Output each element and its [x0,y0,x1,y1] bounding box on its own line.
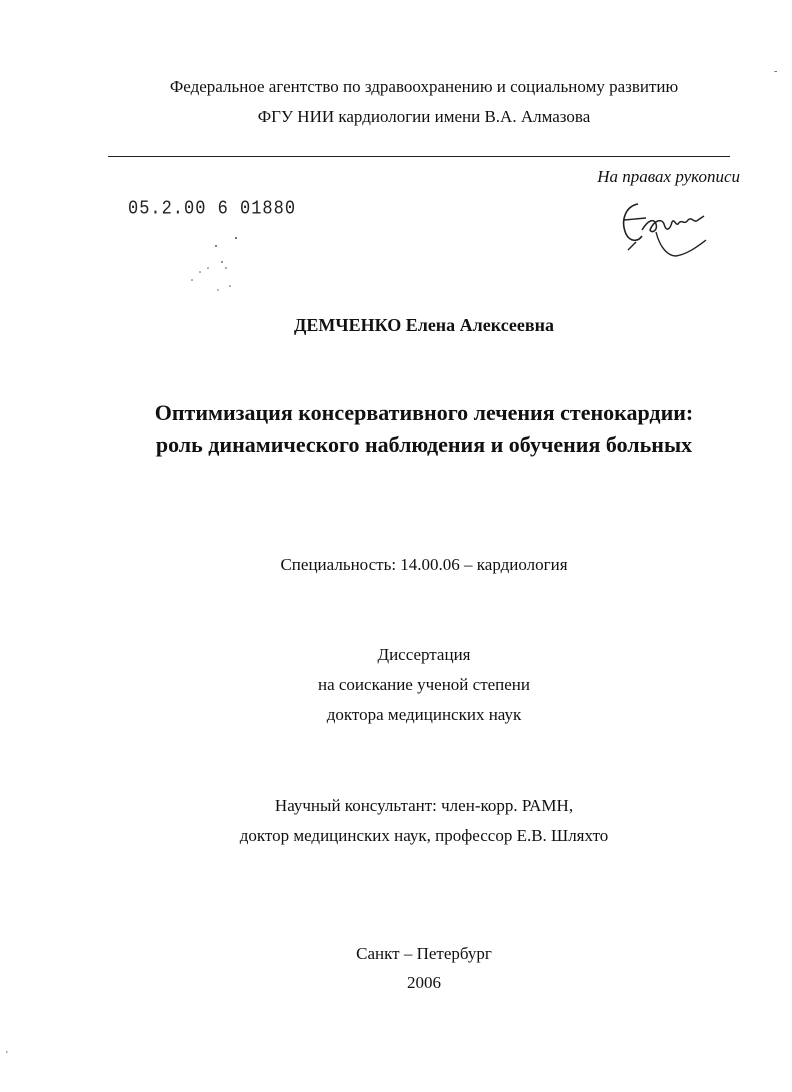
scan-specks [180,228,260,298]
year: 2006 [407,973,441,992]
scan-mark: ' [6,1050,8,1061]
degree-line3: доктора медицинских наук [326,705,522,724]
specialty: Специальность: 14.00.06 – кардиология [280,555,568,574]
signature-image [612,190,722,270]
scan-mark: - [774,66,778,77]
degree-line1: Диссертация [377,645,471,664]
dissertation-title-line1: Оптимизация консервативного лечения стенокардии: [154,400,694,425]
degree-line2: на соискание ученой степени [317,675,531,694]
author-name: ДЕМЧЕНКО Елена Алексеевна [294,315,554,335]
manuscript-note: На правах рукописи [597,167,740,186]
consultant-line1: Научный консультант: член-корр. РАМН, [274,796,574,815]
dissertation-title-line2: роль динамического наблюдения и обучения больных [155,432,693,457]
agency-name: Федеральное агентство по здравоохранению и социальному развитию [169,77,679,96]
header-divider [108,156,730,157]
consultant-line2: доктор медицинских наук, профессор Е.В. Шляхто [239,826,609,845]
place: Санкт – Петербург [356,944,492,963]
institute-name: ФГУ НИИ кардиологии имени В.А. Алмазова [257,107,591,126]
registration-number: 05.2.00 6 01880 [128,198,297,221]
